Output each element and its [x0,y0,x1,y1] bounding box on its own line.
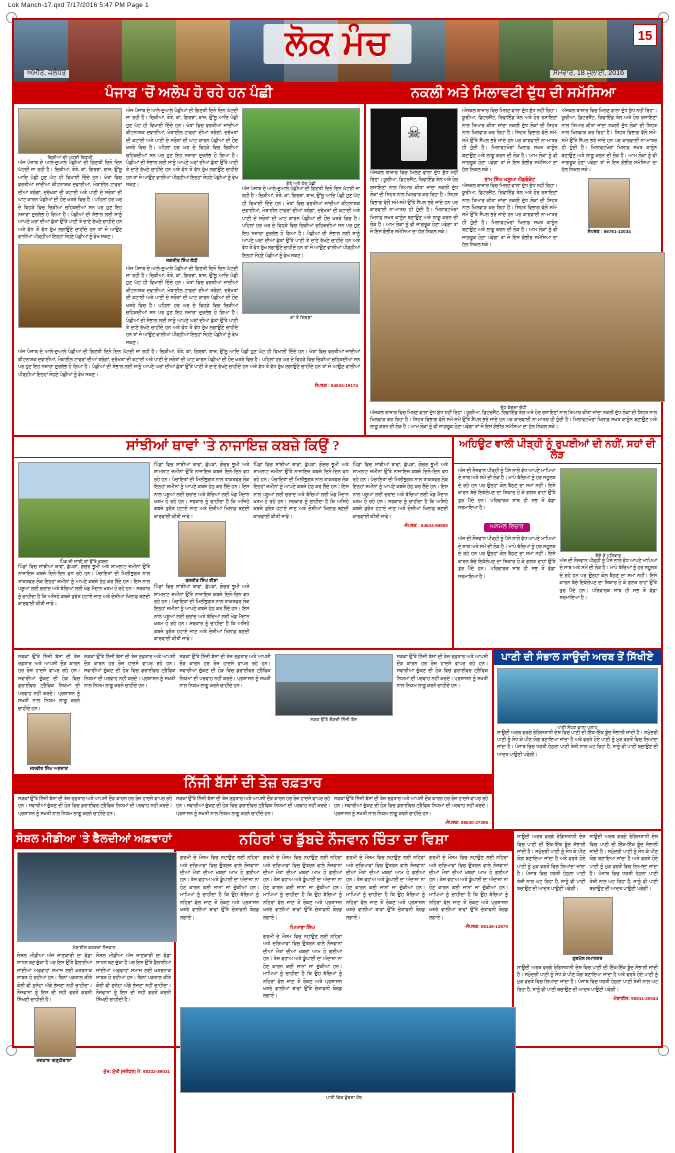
article-drought [454,437,661,648]
social-author-name: ਜਗਤਾਰ 'ਗੜ੍ਹੀਵਾਲਾ' [36,1057,73,1063]
buses-author-portrait [27,713,71,765]
milk-photo-caption: ਦੁੱਧ ਵੇਚਦਾ ਦੋਧੀ [500,404,527,410]
buses-body-2: ਸੜਕਾਂ ਉੱਤੇ ਨਿੱਜੀ ਬੱਸਾਂ ਦੀ ਤੇਜ਼ ਰਫ਼ਤਾਰ ਅਤੇ ਆਪਸੀ ਦੌੜ ਕਾਰਨ ਹਰ ਰੋਜ਼ ਹਾਦਸੇ ਵਾਪਰ ਰਹੇ ਹਨ। ਸਵਾਰੀਆਂ ਚੁੱਕਣ ਦੀ ਹੋੜ ਵਿਚ ਡਰਾਈਵਰ ਟ੍ਰੈਫਿਕ ਨਿਯਮਾਂ ਦੀ ਪਰਵਾਹ ਨਹੀਂ ਕਰਦੇ। ਪ੍ਰਸ਼ਾਸਨ ਨੂੰ ਸਖ਼ਤੀ ਨਾਲ ਨਿਯਮ ਲਾਗੂ ਕਰਨੇ ਚਾਹੀਦੇ ਹਨ। [179,654,271,690]
buses-tail-1 [18,796,172,825]
encroach-sign: -ਸੰਪਰਕ : 94634-69850 [403,523,448,529]
buses-tail-3 [334,796,488,825]
drowning-col-3 [346,855,425,1001]
buses-col-photo [275,654,393,772]
buses-photo-road [275,654,393,716]
buses-col-3 [397,654,488,772]
buses-body-6: ਸੜਕਾਂ ਉੱਤੇ ਨਿੱਜੀ ਬੱਸਾਂ ਦੀ ਤੇਜ਼ ਰਫ਼ਤਾਰ ਅਤੇ ਆਪਸੀ ਦੌੜ ਕਾਰਨ ਹਰ ਰੋਜ਼ ਹਾਦਸੇ ਵਾਪਰ ਰਹੇ ਹਨ। ਸਵਾਰੀਆਂ ਚੁੱਕਣ ਦੀ ਹੋੜ ਵਿਚ ਡਰਾਈਵਰ ਟ੍ਰੈਫਿਕ ਨਿਯਮਾਂ ਦੀ ਪਰਵਾਹ ਨਹੀਂ ਕਰਦੇ। ਪ੍ਰਸ਼ਾਸਨ ਨੂੰ ਸਖ਼ਤੀ ਨਾਲ ਨਿਯਮ ਲਾਗੂ ਕਰਨੇ ਚਾਹੀਦੇ ਹਨ। [334,796,488,817]
right-body-2: ਸਾਊਦੀ ਅਰਬ ਵਰਗੇ ਰੇਗਿਸਤਾਨੀ ਦੇਸ਼ ਵਿਚ ਪਾਣੀ ਦੀ ਇੱਕ-ਇੱਕ ਬੂੰਦ ਸੰਭਾਲੀ ਜਾਂਦੀ ਹੈ। ਸਮੁੰਦਰੀ ਪਾਣੀ ਨੂੰ ਸੋਧ ਕੇ ਪੀਣ ਯੋਗ ਬਣਾਇਆ ਜਾਂਦਾ ਹੈ ਅਤੇ ਵਰਤੇ ਹੋਏ ਪਾਣੀ ਨੂੰ ਮੁੜ ਵਰਤੋਂ ਵਿਚ ਲਿਆਂਦਾ ਜਾਂਦਾ ਹੈ। ਪੰਜਾਬ ਵਿਚ ਧਰਤੀ ਹੇਠਲਾ ਪਾਣੀ ਤੇਜ਼ੀ ਨਾਲ ਘਟ ਰਿਹਾ ਹੈ, ਸਾਨੂੰ ਵੀ ਪਾਣੀ ਬਚਾਉਣ ਦੀ ਆਦਤ ਪਾਉਣੀ ਪਵੇਗੀ। [589,835,658,893]
birds-col-3 [242,108,360,347]
right-col-3 [517,965,658,1002]
birds-photo-crows [242,262,360,314]
encroach-photo-caption: ਪਿੰਡ ਦੀ ਸਾਂਝੀ ਥਾਂ ਉੱਤੇ ਕਬਜ਼ਾ [59,558,109,564]
drowning-photo-hand [180,1007,516,1093]
drowning-photo-caption: ਪਾਣੀ ਵਿਚ ਡੁੱਬਦਾ ਹੱਥ [326,1094,362,1100]
page-number-badge: 15 [633,24,657,46]
water-photo-plant [497,668,658,724]
social-body-2: ਸੋਸ਼ਲ ਮੀਡੀਆ ਅੱਜ ਜਾਣਕਾਰੀ ਦਾ ਵੱਡਾ ਸਾਧਨ ਬਣ ਚੁੱਕਾ ਹੈ ਪਰ ਇਸ ਉੱਤੇ ਫੈਲਾਈਆਂ ਜਾਂਦੀਆਂ ਅਫ਼ਵਾਹਾਂ ਸਮਾਜ ਲਈ ਖ਼ਤਰਨਾਕ ਸਾਬਤ ਹੋ ਰਹੀਆਂ ਹਨ। ਬਿਨਾਂ ਪੜਤਾਲ ਕੀਤੇ ਕੋਈ ਵੀ ਸੁਨੇਹਾ ਅੱਗੇ ਭੇਜਣਾ ਨਹੀਂ ਚਾਹੀਦਾ। ਨੌਜਵਾਨਾਂ ਨੂੰ ਇਸ ਦੀ ਸਹੀ ਵਰਤੋਂ ਕਰਨੀ ਸਿੱਖਣੀ ਚਾਹੀਦੀ ਹੈ। [96,953,171,1004]
print-header: Lok Manch-17.qxd 7/17/2016 5:47 PM Page 1 [8,2,149,9]
right-col-1 [517,834,586,893]
water-body-1: ਸਾਊਦੀ ਅਰਬ ਵਰਗੇ ਰੇਗਿਸਤਾਨੀ ਦੇਸ਼ ਵਿਚ ਪਾਣੀ ਦੀ ਇੱਕ-ਇੱਕ ਬੂੰਦ ਸੰਭਾਲੀ ਜਾਂਦੀ ਹੈ। ਸਮੁੰਦਰੀ ਪਾਣੀ ਨੂੰ ਸੋਧ ਕੇ ਪੀਣ ਯੋਗ ਬਣਾਇਆ ਜਾਂਦਾ ਹੈ ਅਤੇ ਵਰਤੇ ਹੋਏ ਪਾਣੀ ਨੂੰ ਮੁੜ ਵਰਤੋਂ ਵਿਚ ਲਿਆਂਦਾ ਜਾਂਦਾ ਹੈ। ਪੰਜਾਬ ਵਿਚ ਧਰਤੀ ਹੇਠਲਾ ਪਾਣੀ ਤੇਜ਼ੀ ਨਾਲ ਘਟ ਰਿਹਾ ਹੈ, ਸਾਨੂੰ ਵੀ ਪਾਣੀ ਬਚਾਉਣ ਦੀ ਆਦਤ ਪਾਉਣੀ ਪਵੇਗੀ। [497,730,658,758]
social-col-2 [96,953,171,1064]
birds-caption-2: ਤੋਤੇ ਅਤੇ ਹੋਰ ਪੰਛੀ [286,181,316,186]
drought-body-3: ਅੱਜ ਦੀ ਨੌਜਵਾਨ ਪੀੜ੍ਹੀ ਨੂੰ ਪੈਸੇ ਨਾਲੋਂ ਵੱਧ ਆਪਣੇ ਮਾਪਿਆਂ ਦੇ ਸਾਥ ਅਤੇ ਸਮੇਂ ਦੀ ਲੋੜ ਹੈ। ਮਾਪੇ ਬੱਚਿਆਂ ਨੂੰ ਹਰ ਸਹੂਲਤ ਦੇ ਰਹੇ ਹਨ ਪਰ ਉਨ੍ਹਾਂ ਕੋਲ ਬੈਠਣ ਦਾ ਸਮਾਂ ਨਹੀਂ। ਇਸੇ ਕਾਰਨ ਬੱਚੇ ਇਕੱਲੇਪਣ ਦਾ ਸ਼ਿਕਾਰ ਹੋ ਕੇ ਗਲਤ ਰਾਹਾਂ ਉੱਤੇ ਤੁਰ ਪੈਂਦੇ ਹਨ। ਪਰਿਵਾਰਕ ਸਾਂਝ ਹੀ ਸਭ ਤੋਂ ਵੱਡਾ ਸਰਮਾਇਆ ਹੈ। [559,558,657,601]
encroach-col-4 [353,462,448,644]
article-birds [14,84,366,435]
encroach-body-1: ਪਿੰਡਾਂ ਵਿਚ ਸਾਂਝੀਆਂ ਥਾਵਾਂ, ਛੱਪੜਾਂ, ਗੋਚਰ ਭੂਮੀ ਅਤੇ ਸ਼ਾਮਲਾਟ ਜ਼ਮੀਨਾਂ ਉੱਤੇ ਨਾਜਾਇਜ਼ ਕਬਜ਼ੇ ਦਿਨੋ-ਦਿਨ ਵਧ ਰਹੇ ਹਨ। ਪੰਚਾਇਤਾਂ ਦੀ ਮਿਲੀਭੁਗਤ ਨਾਲ ਤਾਕਤਵਰ ਲੋਕ ਇਨ੍ਹਾਂ ਜ਼ਮੀਨਾਂ ਨੂੰ ਆਪਣੇ ਕਬਜ਼ੇ ਹੇਠ ਕਰ ਲੈਂਦੇ ਹਨ। ਇਸ ਨਾਲ ਪਸ਼ੂਆਂ ਲਈ ਚਰਾਂਦ ਅਤੇ ਬੱਚਿਆਂ ਲਈ ਖੇਡ ਮੈਦਾਨ ਖ਼ਤਮ ਹੋ ਰਹੇ ਹਨ। ਸਰਕਾਰ ਨੂੰ ਚਾਹੀਦਾ ਹੈ ਕਿ ਅਜਿਹੇ ਕਬਜ਼ੇ ਤੁਰੰਤ ਹਟਾਏ ਜਾਣ ਅਤੇ ਦੋਸ਼ੀਆਂ ਖਿਲਾਫ਼ ਬਣਦੀ ਕਾਰਵਾਈ ਕੀਤੀ ਜਾਵੇ। [18,564,150,607]
birds-photo-sparrows [18,108,122,154]
milk-body-1: ਅੱਜਕਲ ਬਾਜ਼ਾਰ ਵਿਚ ਮਿਲਣ ਵਾਲਾ ਦੁੱਧ ਸ਼ੁੱਧ ਨਹੀਂ ਰਿਹਾ। ਯੂਰੀਆ, ਡਿਟਰਜੈਂਟ, ਰਿਫਾਇੰਡ ਤੇਲ ਅਤੇ ਹੋਰ ਰਸਾਇਣਾਂ ਨਾਲ ਤਿਆਰ ਕੀਤਾ ਜਾਂਦਾ ਨਕਲੀ ਦੁੱਧ ਲੋਕਾਂ ਦੀ ਸਿਹਤ ਨਾਲ ਖਿਲਵਾੜ ਕਰ ਰਿਹਾ ਹੈ। ਸਿਹਤ ਵਿਭਾਗ ਵੱਲੋਂ ਸਮੇਂ-ਸਮੇਂ ਉੱਤੇ ਸੈਂਪਲ ਭਰੇ ਜਾਂਦੇ ਹਨ ਪਰ ਕਾਰਵਾਈ ਨਾ-ਮਾਤਰ ਹੀ ਹੁੰਦੀ ਹੈ। ਮਿਲਾਵਟਖੋਰਾਂ ਖਿਲਾਫ਼ ਸਖ਼ਤ ਕਾਨੂੰਨ ਬਣਾਉਣ ਅਤੇ ਲਾਗੂ ਕਰਨ ਦੀ ਲੋੜ ਹੈ। ਆਮ ਲੋਕਾਂ ਨੂੰ ਵੀ ਜਾਗਰੂਕ ਹੋਣਾ ਪਵੇਗਾ ਤਾਂ ਜੋ ਇਸ ਗੰਭੀਰ ਸਮੱਸਿਆ ਦਾ ਹੱਲ ਨਿਕਲ ਸਕੇ। [370,171,458,236]
buses-author-name: ਜਸਵੀਰ ਸਿੰਘ ਅਣਜਾਣ [30,765,68,771]
birds-contact: ਸੰਪਰਕ : 94634-19174 [314,382,358,388]
headline-drowning: ਨਹਿਰਾਂ 'ਚ ਡੁੱਬਦੇ ਨੌਜਵਾਨ ਚਿੰਤਾ ਦਾ ਵਿਸ਼ਾ [176,831,512,851]
encroach-author-name: ਬਲਜੀਤ ਸਿੰਘ ਈਸ਼ਾ [185,578,218,584]
right-author-name: ਗੁਰਮੇਲ ਸਮਾਲਸਰ [572,955,603,961]
drowning-col-2 [263,855,342,1001]
article-right-column [514,831,661,1153]
headline-birds: ਪੰਜਾਬ 'ਚੋਂ ਅਲੋਪ ਹੋ ਰਹੇ ਹਨ ਪੰਛੀ [14,84,364,104]
buses-col-1 [84,654,175,772]
drought-photo-children [560,468,658,552]
birds-caption-1: ਚਿੜੀਆਂ ਦੀ ਘਟਦੀ ਗਿਣਤੀ [47,155,93,160]
water-photo-caption: ਪਾਣੀ ਸੋਧਣ ਵਾਲਾ ਪਲਾਂਟ [557,724,598,730]
encroach-body-2: ਪਿੰਡਾਂ ਵਿਚ ਸਾਂਝੀਆਂ ਥਾਵਾਂ, ਛੱਪੜਾਂ, ਗੋਚਰ ਭੂਮੀ ਅਤੇ ਸ਼ਾਮਲਾਟ ਜ਼ਮੀਨਾਂ ਉੱਤੇ ਨਾਜਾਇਜ਼ ਕਬਜ਼ੇ ਦਿਨੋ-ਦਿਨ ਵਧ ਰਹੇ ਹਨ। ਪੰਚਾਇਤਾਂ ਦੀ ਮਿਲੀਭੁਗਤ ਨਾਲ ਤਾਕਤਵਰ ਲੋਕ ਇਨ੍ਹਾਂ ਜ਼ਮੀਨਾਂ ਨੂੰ ਆਪਣੇ ਕਬਜ਼ੇ ਹੇਠ ਕਰ ਲੈਂਦੇ ਹਨ। ਇਸ ਨਾਲ ਪਸ਼ੂਆਂ ਲਈ ਚਰਾਂਦ ਅਤੇ ਬੱਚਿਆਂ ਲਈ ਖੇਡ ਮੈਦਾਨ ਖ਼ਤਮ ਹੋ ਰਹੇ ਹਨ। ਸਰਕਾਰ ਨੂੰ ਚਾਹੀਦਾ ਹੈ ਕਿ ਅਜਿਹੇ ਕਬਜ਼ੇ ਤੁਰੰਤ ਹਟਾਏ ਜਾਣ ਅਤੇ ਦੋਸ਼ੀਆਂ ਖਿਲਾਫ਼ ਬਣਦੀ ਕਾਰਵਾਈ ਕੀਤੀ ਜਾਵੇ। [154,462,250,520]
social-author-portrait [34,1007,76,1057]
drought-col-2 [560,468,658,603]
article-social-media [14,831,176,1153]
birds-author-portrait [155,193,209,257]
headline-encroachment: ਸਾਂਝੀਆਂ ਥਾਵਾਂ 'ਤੇ ਨਾਜਾਇਜ਼ ਕਬਜ਼ੇ ਕਿਉਂ ? [14,437,452,458]
encroach-col-1 [18,462,150,644]
drought-body-2: ਅੱਜ ਦੀ ਨੌਜਵਾਨ ਪੀੜ੍ਹੀ ਨੂੰ ਪੈਸੇ ਨਾਲੋਂ ਵੱਧ ਆਪਣੇ ਮਾਪਿਆਂ ਦੇ ਸਾਥ ਅਤੇ ਸਮੇਂ ਦੀ ਲੋੜ ਹੈ। ਮਾਪੇ ਬੱਚਿਆਂ ਨੂੰ ਹਰ ਸਹੂਲਤ ਦੇ ਰਹੇ ਹਨ ਪਰ ਉਨ੍ਹਾਂ ਕੋਲ ਬੈਠਣ ਦਾ ਸਮਾਂ ਨਹੀਂ। ਇਸੇ ਕਾਰਨ ਬੱਚੇ ਇਕੱਲੇਪਣ ਦਾ ਸ਼ਿਕਾਰ ਹੋ ਕੇ ਗਲਤ ਰਾਹਾਂ ਉੱਤੇ ਤੁਰ ਪੈਂਦੇ ਹਨ। ਪਰਿਵਾਰਕ ਸਾਂਝ ਹੀ ਸਭ ਤੋਂ ਵੱਡਾ ਸਰਮਾਇਆ ਹੈ। [458,537,556,580]
headline-water-society: ਪਾਣੀ ਦੀ ਸੰਭਾਲ ਸਾਊਦੀ ਅਰਬ ਤੋਂ ਸਿੱਖੀਏ [494,650,661,665]
article-water-society [494,650,661,830]
drowning-col-4 [429,855,508,1001]
buses-sign: -ਸੰਪਰਕ: 98630-37396 [444,820,488,826]
birds-col-2 [126,108,238,347]
milk-body-2: ਅੱਜਕਲ ਬਾਜ਼ਾਰ ਵਿਚ ਮਿਲਣ ਵਾਲਾ ਦੁੱਧ ਸ਼ੁੱਧ ਨਹੀਂ ਰਿਹਾ। ਯੂਰੀਆ, ਡਿਟਰਜੈਂਟ, ਰਿਫਾਇੰਡ ਤੇਲ ਅਤੇ ਹੋਰ ਰਸਾਇਣਾਂ ਨਾਲ ਤਿਆਰ ਕੀਤਾ ਜਾਂਦਾ ਨਕਲੀ ਦੁੱਧ ਲੋਕਾਂ ਦੀ ਸਿਹਤ ਨਾਲ ਖਿਲਵਾੜ ਕਰ ਰਿਹਾ ਹੈ। ਸਿਹਤ ਵਿਭਾਗ ਵੱਲੋਂ ਸਮੇਂ-ਸਮੇਂ ਉੱਤੇ ਸੈਂਪਲ ਭਰੇ ਜਾਂਦੇ ਹਨ ਪਰ ਕਾਰਵਾਈ ਨਾ-ਮਾਤਰ ਹੀ ਹੁੰਦੀ ਹੈ। ਮਿਲਾਵਟਖੋਰਾਂ ਖਿਲਾਫ਼ ਸਖ਼ਤ ਕਾਨੂੰਨ ਬਣਾਉਣ ਅਤੇ ਲਾਗੂ ਕਰਨ ਦੀ ਲੋੜ ਹੈ। ਆਮ ਲੋਕਾਂ ਨੂੰ ਵੀ ਜਾਗਰੂਕ ਹੋਣਾ ਪਵੇਗਾ ਤਾਂ ਜੋ ਇਸ ਗੰਭੀਰ ਸਮੱਸਿਆ ਦਾ ਹੱਲ ਨਿਕਲ ਸਕੇ। [462,109,558,174]
right-body-3: ਸਾਊਦੀ ਅਰਬ ਵਰਗੇ ਰੇਗਿਸਤਾਨੀ ਦੇਸ਼ ਵਿਚ ਪਾਣੀ ਦੀ ਇੱਕ-ਇੱਕ ਬੂੰਦ ਸੰਭਾਲੀ ਜਾਂਦੀ ਹੈ। ਸਮੁੰਦਰੀ ਪਾਣੀ ਨੂੰ ਸੋਧ ਕੇ ਪੀਣ ਯੋਗ ਬਣਾਇਆ ਜਾਂਦਾ ਹੈ ਅਤੇ ਵਰਤੇ ਹੋਏ ਪਾਣੀ ਨੂੰ ਮੁੜ ਵਰਤੋਂ ਵਿਚ ਲਿਆਂਦਾ ਜਾਂਦਾ ਹੈ। ਪੰਜਾਬ ਵਿਚ ਧਰਤੀ ਹੇਠਲਾ ਪਾਣੀ ਤੇਜ਼ੀ ਨਾਲ ਘਟ ਰਿਹਾ ਹੈ, ਸਾਨੂੰ ਵੀ ਪਾਣੀ ਬਚਾਉਣ ਦੀ ਆਦਤ ਪਾਉਣੀ ਪਵੇਗੀ। [517,965,658,993]
article-milk [366,84,661,435]
band-buses [14,650,661,832]
encroach-body-4: ਪਿੰਡਾਂ ਵਿਚ ਸਾਂਝੀਆਂ ਥਾਵਾਂ, ਛੱਪੜਾਂ, ਗੋਚਰ ਭੂਮੀ ਅਤੇ ਸ਼ਾਮਲਾਟ ਜ਼ਮੀਨਾਂ ਉੱਤੇ ਨਾਜਾਇਜ਼ ਕਬਜ਼ੇ ਦਿਨੋ-ਦਿਨ ਵਧ ਰਹੇ ਹਨ। ਪੰਚਾਇਤਾਂ ਦੀ ਮਿਲੀਭੁਗਤ ਨਾਲ ਤਾਕਤਵਰ ਲੋਕ ਇਨ੍ਹਾਂ ਜ਼ਮੀਨਾਂ ਨੂੰ ਆਪਣੇ ਕਬਜ਼ੇ ਹੇਠ ਕਰ ਲੈਂਦੇ ਹਨ। ਇਸ ਨਾਲ ਪਸ਼ੂਆਂ ਲਈ ਚਰਾਂਦ ਅਤੇ ਬੱਚਿਆਂ ਲਈ ਖੇਡ ਮੈਦਾਨ ਖ਼ਤਮ ਹੋ ਰਹੇ ਹਨ। ਸਰਕਾਰ ਨੂੰ ਚਾਹੀਦਾ ਹੈ ਕਿ ਅਜਿਹੇ ਕਬਜ਼ੇ ਤੁਰੰਤ ਹਟਾਏ ਜਾਣ ਅਤੇ ਦੋਸ਼ੀਆਂ ਖਿਲਾਫ਼ ਬਣਦੀ ਕਾਰਵਾਈ ਕੀਤੀ ਜਾਵੇ। [253,462,349,520]
drowning-col-1 [180,855,259,1001]
headline-milk: ਨਕਲੀ ਅਤੇ ਮਿਲਾਵਟੀ ਦੁੱਧ ਦੀ ਸਮੱਸਿਆ [366,84,661,104]
birds-body-1: ਅੱਜ ਪੰਜਾਬ ਦੇ ਆਲੇ-ਦੁਆਲੇ ਪੰਛੀਆਂ ਦੀ ਗਿਣਤੀ ਦਿਨੋ ਦਿਨ ਘੱਟਦੀ ਜਾ ਰਹੀ ਹੈ। ਚਿੜੀਆਂ, ਤੋਤੇ, ਕਾਂ, ਗਿਰਝਾਂ, ਬਾਜ਼, ਉੱਲੂ ਆਦਿ ਪੰਛੀ ਹੁਣ ਘੱਟ ਹੀ ਵਿਖਾਈ ਦਿੰਦੇ ਹਨ। ਖੇਤਾਂ ਵਿਚ ਵਰਤੀਆਂ ਜਾਂਦੀਆਂ ਕੀਟਨਾਸ਼ਕ ਦਵਾਈਆਂ, ਮੋਬਾਈਲ ਟਾਵਰਾਂ ਦੀਆਂ ਤਰੰਗਾਂ, ਦਰੱਖਤਾਂ ਦੀ ਕਟਾਈ ਅਤੇ ਪਾਣੀ ਦੇ ਸਰੋਤਾਂ ਦੀ ਘਾਟ ਕਾਰਨ ਪੰਛੀਆਂ ਦੀ ਹੋਂਦ ਖ਼ਤਰੇ ਵਿਚ ਹੈ। ਪਹਿਲਾਂ ਹਰ ਘਰ ਦੇ ਵਿਹੜੇ ਵਿਚ ਚਿੜੀਆਂ ਚਹਿਕਦੀਆਂ ਸਨ ਪਰ ਹੁਣ ਇਹ ਨਜ਼ਾਰਾ ਦੁਰਲੱਭ ਹੋ ਗਿਆ ਹੈ। ਪੰਛੀਆਂ ਦੀ ਸੰਭਾਲ ਲਈ ਸਾਨੂੰ ਆਪਣੇ ਘਰਾਂ ਦੀਆਂ ਛੱਤਾਂ ਉੱਤੇ ਪਾਣੀ ਤੇ ਦਾਣੇ ਰੱਖਣੇ ਚਾਹੀਦੇ ਹਨ ਅਤੇ ਵੱਧ ਤੋਂ ਵੱਧ ਰੁੱਖ ਲਗਾਉਣੇ ਚਾਹੀਦੇ ਹਨ ਤਾਂ ਜੋ ਆਉਣ ਵਾਲੀਆਂ ਪੀੜ੍ਹੀਆਂ ਇਨ੍ਹਾਂ ਸੋਹਣੇ ਪੰਛੀਆਂ ਨੂੰ ਵੇਖ ਸਕਣ। [18,161,122,241]
milk-body-4: ਅੱਜਕਲ ਬਾਜ਼ਾਰ ਵਿਚ ਮਿਲਣ ਵਾਲਾ ਦੁੱਧ ਸ਼ੁੱਧ ਨਹੀਂ ਰਿਹਾ। ਯੂਰੀਆ, ਡਿਟਰਜੈਂਟ, ਰਿਫਾਇੰਡ ਤੇਲ ਅਤੇ ਹੋਰ ਰਸਾਇਣਾਂ ਨਾਲ ਤਿਆਰ ਕੀਤਾ ਜਾਂਦਾ ਨਕਲੀ ਦੁੱਧ ਲੋਕਾਂ ਦੀ ਸਿਹਤ ਨਾਲ ਖਿਲਵਾੜ ਕਰ ਰਿਹਾ ਹੈ। ਸਿਹਤ ਵਿਭਾਗ ਵੱਲੋਂ ਸਮੇਂ-ਸਮੇਂ ਉੱਤੇ ਸੈਂਪਲ ਭਰੇ ਜਾਂਦੇ ਹਨ ਪਰ ਕਾਰਵਾਈ ਨਾ-ਮਾਤਰ ਹੀ ਹੁੰਦੀ ਹੈ। ਮਿਲਾਵਟਖੋਰਾਂ ਖਿਲਾਫ਼ ਸਖ਼ਤ ਕਾਨੂੰਨ ਬਣਾਉਣ ਅਤੇ ਲਾਗੂ ਕਰਨ ਦੀ ਲੋੜ ਹੈ। ਆਮ ਲੋਕਾਂ ਨੂੰ ਵੀ ਜਾਗਰੂਕ ਹੋਣਾ ਪਵੇਗਾ ਤਾਂ ਜੋ ਇਸ ਗੰਭੀਰ ਸਮੱਸਿਆ ਦਾ ਹੱਲ ਨਿਕਲ ਸਕੇ। [561,109,657,174]
milk-author-portrait [588,178,630,228]
masthead-edition: ਅਮੀਰ, ਜਲੰਧਰ [24,70,69,78]
birds-body-4: ਅੱਜ ਪੰਜਾਬ ਦੇ ਆਲੇ-ਦੁਆਲੇ ਪੰਛੀਆਂ ਦੀ ਗਿਣਤੀ ਦਿਨੋ ਦਿਨ ਘੱਟਦੀ ਜਾ ਰਹੀ ਹੈ। ਚਿੜੀਆਂ, ਤੋਤੇ, ਕਾਂ, ਗਿਰਝਾਂ, ਬਾਜ਼, ਉੱਲੂ ਆਦਿ ਪੰਛੀ ਹੁਣ ਘੱਟ ਹੀ ਵਿਖਾਈ ਦਿੰਦੇ ਹਨ। ਖੇਤਾਂ ਵਿਚ ਵਰਤੀਆਂ ਜਾਂਦੀਆਂ ਕੀਟਨਾਸ਼ਕ ਦਵਾਈਆਂ, ਮੋਬਾਈਲ ਟਾਵਰਾਂ ਦੀਆਂ ਤਰੰਗਾਂ, ਦਰੱਖਤਾਂ ਦੀ ਕਟਾਈ ਅਤੇ ਪਾਣੀ ਦੇ ਸਰੋਤਾਂ ਦੀ ਘਾਟ ਕਾਰਨ ਪੰਛੀਆਂ ਦੀ ਹੋਂਦ ਖ਼ਤਰੇ ਵਿਚ ਹੈ। ਪਹਿਲਾਂ ਹਰ ਘਰ ਦੇ ਵਿਹੜੇ ਵਿਚ ਚਿੜੀਆਂ ਚਹਿਕਦੀਆਂ ਸਨ ਪਰ ਹੁਣ ਇਹ ਨਜ਼ਾਰਾ ਦੁਰਲੱਭ ਹੋ ਗਿਆ ਹੈ। ਪੰਛੀਆਂ ਦੀ ਸੰਭਾਲ ਲਈ ਸਾਨੂੰ ਆਪਣੇ ਘਰਾਂ ਦੀਆਂ ਛੱਤਾਂ ਉੱਤੇ ਪਾਣੀ ਤੇ ਦਾਣੇ ਰੱਖਣੇ ਚਾਹੀਦੇ ਹਨ ਅਤੇ ਵੱਧ ਤੋਂ ਵੱਧ ਰੁੱਖ ਲਗਾਉਣੇ ਚਾਹੀਦੇ ਹਨ ਤਾਂ ਜੋ ਆਉਣ ਵਾਲੀਆਂ ਪੀੜ੍ਹੀਆਂ ਇਨ੍ਹਾਂ ਸੋਹਣੇ ਪੰਛੀਆਂ ਨੂੰ ਵੇਖ ਸਕਣ। [242,187,360,259]
buses-body-0: ਸੜਕਾਂ ਉੱਤੇ ਨਿੱਜੀ ਬੱਸਾਂ ਦੀ ਤੇਜ਼ ਰਫ਼ਤਾਰ ਅਤੇ ਆਪਸੀ ਦੌੜ ਕਾਰਨ ਹਰ ਰੋਜ਼ ਹਾਦਸੇ ਵਾਪਰ ਰਹੇ ਹਨ। ਸਵਾਰੀਆਂ ਚੁੱਕਣ ਦੀ ਹੋੜ ਵਿਚ ਡਰਾਈਵਰ ਟ੍ਰੈਫਿਕ ਨਿਯਮਾਂ ਦੀ ਪਰਵਾਹ ਨਹੀਂ ਕਰਦੇ। ਪ੍ਰਸ਼ਾਸਨ ਨੂੰ ਸਖ਼ਤੀ ਨਾਲ ਨਿਯਮ ਲਾਗੂ ਕਰਨੇ ਚਾਹੀਦੇ ਹਨ। [18,654,80,712]
encroach-photo-field [18,462,150,558]
right-author-portrait [563,897,613,955]
drowning-sign: -ਸੰਪਰਕ: 96149-13670 [464,923,508,929]
milk-contact: ਸੰਪਰਕ : 98761-12034 [587,228,631,234]
drowning-author-name: ਪਿਆਰਾ ਸਿੰਘ [290,924,315,931]
newspaper-sheet [12,18,663,1100]
right-col-2 [590,834,659,893]
encroach-col-2 [154,462,249,644]
article-drowning [176,831,514,1153]
article-encroachment [14,437,454,648]
headline-social-media: ਸੋਸ਼ਲ ਮੀਡੀਆ 'ਤੇ ਫੈਲਦੀਆਂ ਅਫ਼ਵਾਹਾਂ [14,831,174,849]
buses-col-author [18,654,80,772]
masthead-title: ਲੋਕ ਮੰਚ [263,24,412,64]
birds-col-1 [18,108,122,347]
social-col-1 [17,953,92,1064]
social-sign: -ਮੁੱਖ: ਮੁੱਖੀ (ਜਲੰਧਰ) ਮੋ: 98332-89031 [102,1068,170,1074]
masthead-date: ਸੋਮਵਾਰ, 18 ਜੁਲਾਈ, 2016 [550,70,627,78]
social-photo-mobile [17,852,177,942]
encroach-body-5: ਪਿੰਡਾਂ ਵਿਚ ਸਾਂਝੀਆਂ ਥਾਵਾਂ, ਛੱਪੜਾਂ, ਗੋਚਰ ਭੂਮੀ ਅਤੇ ਸ਼ਾਮਲਾਟ ਜ਼ਮੀਨਾਂ ਉੱਤੇ ਨਾਜਾਇਜ਼ ਕਬਜ਼ੇ ਦਿਨੋ-ਦਿਨ ਵਧ ਰਹੇ ਹਨ। ਪੰਚਾਇਤਾਂ ਦੀ ਮਿਲੀਭੁਗਤ ਨਾਲ ਤਾਕਤਵਰ ਲੋਕ ਇਨ੍ਹਾਂ ਜ਼ਮੀਨਾਂ ਨੂੰ ਆਪਣੇ ਕਬਜ਼ੇ ਹੇਠ ਕਰ ਲੈਂਦੇ ਹਨ। ਇਸ ਨਾਲ ਪਸ਼ੂਆਂ ਲਈ ਚਰਾਂਦ ਅਤੇ ਬੱਚਿਆਂ ਲਈ ਖੇਡ ਮੈਦਾਨ ਖ਼ਤਮ ਹੋ ਰਹੇ ਹਨ। ਸਰਕਾਰ ਨੂੰ ਚਾਹੀਦਾ ਹੈ ਕਿ ਅਜਿਹੇ ਕਬਜ਼ੇ ਤੁਰੰਤ ਹਟਾਏ ਜਾਣ ਅਤੇ ਦੋਸ਼ੀਆਂ ਖਿਲਾਫ਼ ਬਣਦੀ ਕਾਰਵਾਈ ਕੀਤੀ ਜਾਵੇ। [352,462,448,520]
birds-caption-3: ਕਾਂ ਤੇ ਗਿਰਝਾਂ [290,315,312,321]
band-middle [14,437,661,650]
band-top [14,84,661,437]
buses-body-4: ਸੜਕਾਂ ਉੱਤੇ ਨਿੱਜੀ ਬੱਸਾਂ ਦੀ ਤੇਜ਼ ਰਫ਼ਤਾਰ ਅਤੇ ਆਪਸੀ ਦੌੜ ਕਾਰਨ ਹਰ ਰੋਜ਼ ਹਾਦਸੇ ਵਾਪਰ ਰਹੇ ਹਨ। ਸਵਾਰੀਆਂ ਚੁੱਕਣ ਦੀ ਹੋੜ ਵਿਚ ਡਰਾਈਵਰ ਟ੍ਰੈਫਿਕ ਨਿਯਮਾਂ ਦੀ ਪਰਵਾਹ ਨਹੀਂ ਕਰਦੇ। ਪ੍ਰਸ਼ਾਸਨ ਨੂੰ ਸਖ਼ਤੀ ਨਾਲ ਨਿਯਮ ਲਾਗੂ ਕਰਨੇ ਚਾਹੀਦੇ ਹਨ। [18,796,172,817]
right-body-1: ਸਾਊਦੀ ਅਰਬ ਵਰਗੇ ਰੇਗਿਸਤਾਨੀ ਦੇਸ਼ ਵਿਚ ਪਾਣੀ ਦੀ ਇੱਕ-ਇੱਕ ਬੂੰਦ ਸੰਭਾਲੀ ਜਾਂਦੀ ਹੈ। ਸਮੁੰਦਰੀ ਪਾਣੀ ਨੂੰ ਸੋਧ ਕੇ ਪੀਣ ਯੋਗ ਬਣਾਇਆ ਜਾਂਦਾ ਹੈ ਅਤੇ ਵਰਤੇ ਹੋਏ ਪਾਣੀ ਨੂੰ ਮੁੜ ਵਰਤੋਂ ਵਿਚ ਲਿਆਂਦਾ ਜਾਂਦਾ ਹੈ। ਪੰਜਾਬ ਵਿਚ ਧਰਤੀ ਹੇਠਲਾ ਪਾਣੀ ਤੇਜ਼ੀ ਨਾਲ ਘਟ ਰਿਹਾ ਹੈ, ਸਾਨੂੰ ਵੀ ਪਾਣੀ ਬਚਾਉਣ ਦੀ ਆਦਤ ਪਾਉਣੀ ਪਵੇਗੀ। [517,835,586,893]
birds-author-name: ਜਗਜੀਤ ਸਿੰਘ ਲੱਧੀ [166,257,198,263]
article-buses [14,650,494,830]
drought-photo-caption: ਬੱਚੇ ਤੇ ਪਰਿਵਾਰ [595,552,622,558]
birds-body-3: ਅੱਜ ਪੰਜਾਬ ਦੇ ਆਲੇ-ਦੁਆਲੇ ਪੰਛੀਆਂ ਦੀ ਗਿਣਤੀ ਦਿਨੋ ਦਿਨ ਘੱਟਦੀ ਜਾ ਰਹੀ ਹੈ। ਚਿੜੀਆਂ, ਤੋਤੇ, ਕਾਂ, ਗਿਰਝਾਂ, ਬਾਜ਼, ਉੱਲੂ ਆਦਿ ਪੰਛੀ ਹੁਣ ਘੱਟ ਹੀ ਵਿਖਾਈ ਦਿੰਦੇ ਹਨ। ਖੇਤਾਂ ਵਿਚ ਵਰਤੀਆਂ ਜਾਂਦੀਆਂ ਕੀਟਨਾਸ਼ਕ ਦਵਾਈਆਂ, ਮੋਬਾਈਲ ਟਾਵਰਾਂ ਦੀਆਂ ਤਰੰਗਾਂ, ਦਰੱਖਤਾਂ ਦੀ ਕਟਾਈ ਅਤੇ ਪਾਣੀ ਦੇ ਸਰੋਤਾਂ ਦੀ ਘਾਟ ਕਾਰਨ ਪੰਛੀਆਂ ਦੀ ਹੋਂਦ ਖ਼ਤਰੇ ਵਿਚ ਹੈ। ਪਹਿਲਾਂ ਹਰ ਘਰ ਦੇ ਵਿਹੜੇ ਵਿਚ ਚਿੜੀਆਂ ਚਹਿਕਦੀਆਂ ਸਨ ਪਰ ਹੁਣ ਇਹ ਨਜ਼ਾਰਾ ਦੁਰਲੱਭ ਹੋ ਗਿਆ ਹੈ। ਪੰਛੀਆਂ ਦੀ ਸੰਭਾਲ ਲਈ ਸਾਨੂੰ ਆਪਣੇ ਘਰਾਂ ਦੀਆਂ ਛੱਤਾਂ ਉੱਤੇ ਪਾਣੀ ਤੇ ਦਾਣੇ ਰੱਖਣੇ ਚਾਹੀਦੇ ਹਨ ਅਤੇ ਵੱਧ ਤੋਂ ਵੱਧ ਰੁੱਖ ਲਗਾਉਣੇ ਚਾਹੀਦੇ ਹਨ ਤਾਂ ਜੋ ਆਉਣ ਵਾਲੀਆਂ ਪੀੜ੍ਹੀਆਂ ਇਨ੍ਹਾਂ ਸੋਹਣੇ ਪੰਛੀਆਂ ਨੂੰ ਵੇਖ ਸਕਣ। [126,266,238,346]
drowning-body-2: ਗਰਮੀ ਦੇ ਮੌਸਮ ਵਿਚ ਨਹਾਉਣ ਲਈ ਨਹਿਰਾਂ ਅਤੇ ਦਰਿਆਵਾਂ ਵਿਚ ਉਤਰਨ ਵਾਲੇ ਨੌਜਵਾਨਾਂ ਦੀਆਂ ਮੌਤਾਂ ਦੀਆਂ ਖ਼ਬਰਾਂ ਆਮ ਹੋ ਗਈਆਂ ਹਨ। ਤੇਜ਼ ਵਹਾਅ ਅਤੇ ਡੂੰਘਾਈ ਦਾ ਅੰਦਾਜ਼ਾ ਨਾ ਹੋਣ ਕਾਰਨ ਕਈ ਜਾਨਾਂ ਜਾ ਚੁੱਕੀਆਂ ਹਨ। ਮਾਪਿਆਂ ਨੂੰ ਚਾਹੀਦਾ ਹੈ ਕਿ ਉਹ ਬੱਚਿਆਂ ਨੂੰ ਨਹਿਰਾਂ ਵੱਲ ਜਾਣ ਤੋਂ ਰੋਕਣ ਅਤੇ ਪ੍ਰਸ਼ਾਸਨ ਖ਼ਤਰੇ ਵਾਲੀਆਂ ਥਾਵਾਂ ਉੱਤੇ ਚੇਤਾਵਨੀ ਬੋਰਡ ਲਗਾਏ। [263,856,342,921]
encroach-body-3: ਪਿੰਡਾਂ ਵਿਚ ਸਾਂਝੀਆਂ ਥਾਵਾਂ, ਛੱਪੜਾਂ, ਗੋਚਰ ਭੂਮੀ ਅਤੇ ਸ਼ਾਮਲਾਟ ਜ਼ਮੀਨਾਂ ਉੱਤੇ ਨਾਜਾਇਜ਼ ਕਬਜ਼ੇ ਦਿਨੋ-ਦਿਨ ਵਧ ਰਹੇ ਹਨ। ਪੰਚਾਇਤਾਂ ਦੀ ਮਿਲੀਭੁਗਤ ਨਾਲ ਤਾਕਤਵਰ ਲੋਕ ਇਨ੍ਹਾਂ ਜ਼ਮੀਨਾਂ ਨੂੰ ਆਪਣੇ ਕਬਜ਼ੇ ਹੇਠ ਕਰ ਲੈਂਦੇ ਹਨ। ਇਸ ਨਾਲ ਪਸ਼ੂਆਂ ਲਈ ਚਰਾਂਦ ਅਤੇ ਬੱਚਿਆਂ ਲਈ ਖੇਡ ਮੈਦਾਨ ਖ਼ਤਮ ਹੋ ਰਹੇ ਹਨ। ਸਰਕਾਰ ਨੂੰ ਚਾਹੀਦਾ ਹੈ ਕਿ ਅਜਿਹੇ ਕਬਜ਼ੇ ਤੁਰੰਤ ਹਟਾਏ ਜਾਣ ਅਤੇ ਦੋਸ਼ੀਆਂ ਖਿਲਾਫ਼ ਬਣਦੀ ਕਾਰਵਾਈ ਕੀਤੀ ਜਾਵੇ। [154,585,250,643]
buses-col-2 [179,654,270,772]
buses-body-1: ਸੜਕਾਂ ਉੱਤੇ ਨਿੱਜੀ ਬੱਸਾਂ ਦੀ ਤੇਜ਼ ਰਫ਼ਤਾਰ ਅਤੇ ਆਪਸੀ ਦੌੜ ਕਾਰਨ ਹਰ ਰੋਜ਼ ਹਾਦਸੇ ਵਾਪਰ ਰਹੇ ਹਨ। ਸਵਾਰੀਆਂ ਚੁੱਕਣ ਦੀ ਹੋੜ ਵਿਚ ਡਰਾਈਵਰ ਟ੍ਰੈਫਿਕ ਨਿਯਮਾਂ ਦੀ ਪਰਵਾਹ ਨਹੀਂ ਕਰਦੇ। ਪ੍ਰਸ਼ਾਸਨ ਨੂੰ ਸਖ਼ਤੀ ਨਾਲ ਨਿਯਮ ਲਾਗੂ ਕਰਨੇ ਚਾਹੀਦੇ ਹਨ। [84,654,176,690]
drowning-body-5: ਗਰਮੀ ਦੇ ਮੌਸਮ ਵਿਚ ਨਹਾਉਣ ਲਈ ਨਹਿਰਾਂ ਅਤੇ ਦਰਿਆਵਾਂ ਵਿਚ ਉਤਰਨ ਵਾਲੇ ਨੌਜਵਾਨਾਂ ਦੀਆਂ ਮੌਤਾਂ ਦੀਆਂ ਖ਼ਬਰਾਂ ਆਮ ਹੋ ਗਈਆਂ ਹਨ। ਤੇਜ਼ ਵਹਾਅ ਅਤੇ ਡੂੰਘਾਈ ਦਾ ਅੰਦਾਜ਼ਾ ਨਾ ਹੋਣ ਕਾਰਨ ਕਈ ਜਾਨਾਂ ਜਾ ਚੁੱਕੀਆਂ ਹਨ। ਮਾਪਿਆਂ ਨੂੰ ਚਾਹੀਦਾ ਹੈ ਕਿ ਉਹ ਬੱਚਿਆਂ ਨੂੰ ਨਹਿਰਾਂ ਵੱਲ ਜਾਣ ਤੋਂ ਰੋਕਣ ਅਤੇ ਪ੍ਰਸ਼ਾਸਨ ਖ਼ਤਰੇ ਵਾਲੀਆਂ ਥਾਵਾਂ ਉੱਤੇ ਚੇਤਾਵਨੀ ਬੋਰਡ ਲਗਾਏ। [429,856,508,921]
drowning-body-1: ਗਰਮੀ ਦੇ ਮੌਸਮ ਵਿਚ ਨਹਾਉਣ ਲਈ ਨਹਿਰਾਂ ਅਤੇ ਦਰਿਆਵਾਂ ਵਿਚ ਉਤਰਨ ਵਾਲੇ ਨੌਜਵਾਨਾਂ ਦੀਆਂ ਮੌਤਾਂ ਦੀਆਂ ਖ਼ਬਰਾਂ ਆਮ ਹੋ ਗਈਆਂ ਹਨ। ਤੇਜ਼ ਵਹਾਅ ਅਤੇ ਡੂੰਘਾਈ ਦਾ ਅੰਦਾਜ਼ਾ ਨਾ ਹੋਣ ਕਾਰਨ ਕਈ ਜਾਨਾਂ ਜਾ ਚੁੱਕੀਆਂ ਹਨ। ਮਾਪਿਆਂ ਨੂੰ ਚਾਹੀਦਾ ਹੈ ਕਿ ਉਹ ਬੱਚਿਆਂ ਨੂੰ ਨਹਿਰਾਂ ਵੱਲ ਜਾਣ ਤੋਂ ਰੋਕਣ ਅਤੇ ਪ੍ਰਸ਼ਾਸਨ ਖ਼ਤਰੇ ਵਾਲੀਆਂ ਥਾਵਾਂ ਉੱਤੇ ਚੇਤਾਵਨੀ ਬੋਰਡ ਲਗਾਏ। [180,856,259,921]
buses-body-3: ਸੜਕਾਂ ਉੱਤੇ ਨਿੱਜੀ ਬੱਸਾਂ ਦੀ ਤੇਜ਼ ਰਫ਼ਤਾਰ ਅਤੇ ਆਪਸੀ ਦੌੜ ਕਾਰਨ ਹਰ ਰੋਜ਼ ਹਾਦਸੇ ਵਾਪਰ ਰਹੇ ਹਨ। ਸਵਾਰੀਆਂ ਚੁੱਕਣ ਦੀ ਹੋੜ ਵਿਚ ਡਰਾਈਵਰ ਟ੍ਰੈਫਿਕ ਨਿਯਮਾਂ ਦੀ ਪਰਵਾਹ ਨਹੀਂ ਕਰਦੇ। ਪ੍ਰਸ਼ਾਸਨ ਨੂੰ ਸਖ਼ਤੀ ਨਾਲ ਨਿਯਮ ਲਾਗੂ ਕਰਨੇ ਚਾਹੀਦੇ ਹਨ। [396,654,488,690]
milk-photo-dairy [370,252,665,402]
encroach-col-3 [253,462,348,644]
right-sign: -ਮੋਬਾਈਲ: 95911-20044 [612,996,658,1002]
drought-body-1: ਅੱਜ ਦੀ ਨੌਜਵਾਨ ਪੀੜ੍ਹੀ ਨੂੰ ਪੈਸੇ ਨਾਲੋਂ ਵੱਧ ਆਪਣੇ ਮਾਪਿਆਂ ਦੇ ਸਾਥ ਅਤੇ ਸਮੇਂ ਦੀ ਲੋੜ ਹੈ। ਮਾਪੇ ਬੱਚਿਆਂ ਨੂੰ ਹਰ ਸਹੂਲਤ ਦੇ ਰਹੇ ਹਨ ਪਰ ਉਨ੍ਹਾਂ ਕੋਲ ਬੈਠਣ ਦਾ ਸਮਾਂ ਨਹੀਂ। ਇਸੇ ਕਾਰਨ ਬੱਚੇ ਇਕੱਲੇਪਣ ਦਾ ਸ਼ਿਕਾਰ ਹੋ ਕੇ ਗਲਤ ਰਾਹਾਂ ਉੱਤੇ ਤੁਰ ਪੈਂਦੇ ਹਨ। ਪਰਿਵਾਰਕ ਸਾਂਝ ਹੀ ਸਭ ਤੋਂ ਵੱਡਾ ਸਰਮਾਇਆ ਹੈ। [458,468,556,511]
drought-col-1 [458,468,556,603]
birds-photo-eagle [18,244,122,328]
band-bottom [14,831,661,1153]
birds-photo-parrots [242,108,360,180]
social-photo-caption: ਮੋਬਾਈਲ ਵਰਤਦਾ ਨੌਜਵਾਨ [72,944,116,950]
milk-photo-glass: ☠ [370,108,458,170]
encroach-author-portrait [178,521,226,577]
milk-author-name: ਰਾਮ ਸਿੰਘ ਘਲੂਆ ਐਡਵੋਕੇਟ [484,176,535,183]
masthead [14,20,661,84]
milk-body-3: ਅੱਜਕਲ ਬਾਜ਼ਾਰ ਵਿਚ ਮਿਲਣ ਵਾਲਾ ਦੁੱਧ ਸ਼ੁੱਧ ਨਹੀਂ ਰਿਹਾ। ਯੂਰੀਆ, ਡਿਟਰਜੈਂਟ, ਰਿਫਾਇੰਡ ਤੇਲ ਅਤੇ ਹੋਰ ਰਸਾਇਣਾਂ ਨਾਲ ਤਿਆਰ ਕੀਤਾ ਜਾਂਦਾ ਨਕਲੀ ਦੁੱਧ ਲੋਕਾਂ ਦੀ ਸਿਹਤ ਨਾਲ ਖਿਲਵਾੜ ਕਰ ਰਿਹਾ ਹੈ। ਸਿਹਤ ਵਿਭਾਗ ਵੱਲੋਂ ਸਮੇਂ-ਸਮੇਂ ਉੱਤੇ ਸੈਂਪਲ ਭਰੇ ਜਾਂਦੇ ਹਨ ਪਰ ਕਾਰਵਾਈ ਨਾ-ਮਾਤਰ ਹੀ ਹੁੰਦੀ ਹੈ। ਮਿਲਾਵਟਖੋਰਾਂ ਖਿਲਾਫ਼ ਸਖ਼ਤ ਕਾਨੂੰਨ ਬਣਾਉਣ ਅਤੇ ਲਾਗੂ ਕਰਨ ਦੀ ਲੋੜ ਹੈ। ਆਮ ਲੋਕਾਂ ਨੂੰ ਵੀ ਜਾਗਰੂਕ ਹੋਣਾ ਪਵੇਗਾ ਤਾਂ ਜੋ ਇਸ ਗੰਭੀਰ ਸਮੱਸਿਆ ਦਾ ਹੱਲ ਨਿਕਲ ਸਕੇ। [462,183,558,249]
birds-body-tail: ਅੱਜ ਪੰਜਾਬ ਦੇ ਆਲੇ-ਦੁਆਲੇ ਪੰਛੀਆਂ ਦੀ ਗਿਣਤੀ ਦਿਨੋ ਦਿਨ ਘੱਟਦੀ ਜਾ ਰਹੀ ਹੈ। ਚਿੜੀਆਂ, ਤੋਤੇ, ਕਾਂ, ਗਿਰਝਾਂ, ਬਾਜ਼, ਉੱਲੂ ਆਦਿ ਪੰਛੀ ਹੁਣ ਘੱਟ ਹੀ ਵਿਖਾਈ ਦਿੰਦੇ ਹਨ। ਖੇਤਾਂ ਵਿਚ ਵਰਤੀਆਂ ਜਾਂਦੀਆਂ ਕੀਟਨਾਸ਼ਕ ਦਵਾਈਆਂ, ਮੋਬਾਈਲ ਟਾਵਰਾਂ ਦੀਆਂ ਤਰੰਗਾਂ, ਦਰੱਖਤਾਂ ਦੀ ਕਟਾਈ ਅਤੇ ਪਾਣੀ ਦੇ ਸਰੋਤਾਂ ਦੀ ਘਾਟ ਕਾਰਨ ਪੰਛੀਆਂ ਦੀ ਹੋਂਦ ਖ਼ਤਰੇ ਵਿਚ ਹੈ। ਪਹਿਲਾਂ ਹਰ ਘਰ ਦੇ ਵਿਹੜੇ ਵਿਚ ਚਿੜੀਆਂ ਚਹਿਕਦੀਆਂ ਸਨ ਪਰ ਹੁਣ ਇਹ ਨਜ਼ਾਰਾ ਦੁਰਲੱਭ ਹੋ ਗਿਆ ਹੈ। ਪੰਛੀਆਂ ਦੀ ਸੰਭਾਲ ਲਈ ਸਾਨੂੰ ਆਪਣੇ ਘਰਾਂ ਦੀਆਂ ਛੱਤਾਂ ਉੱਤੇ ਪਾਣੀ ਤੇ ਦਾਣੇ ਰੱਖਣੇ ਚਾਹੀਦੇ ਹਨ ਅਤੇ ਵੱਧ ਤੋਂ ਵੱਧ ਰੁੱਖ ਲਗਾਉਣੇ ਚਾਹੀਦੇ ਹਨ ਤਾਂ ਜੋ ਆਉਣ ਵਾਲੀਆਂ ਪੀੜ੍ਹੀਆਂ ਇਨ੍ਹਾਂ ਸੋਹਣੇ ਪੰਛੀਆਂ ਨੂੰ ਵੇਖ ਸਕਣ। [18,350,360,378]
drought-tag: ਅਨਮੋਲ ਵਿਚਾਰ [484,523,530,532]
milk-col-2 [462,108,558,250]
milk-col-1 [370,108,458,250]
social-body-1: ਸੋਸ਼ਲ ਮੀਡੀਆ ਅੱਜ ਜਾਣਕਾਰੀ ਦਾ ਵੱਡਾ ਸਾਧਨ ਬਣ ਚੁੱਕਾ ਹੈ ਪਰ ਇਸ ਉੱਤੇ ਫੈਲਾਈਆਂ ਜਾਂਦੀਆਂ ਅਫ਼ਵਾਹਾਂ ਸਮਾਜ ਲਈ ਖ਼ਤਰਨਾਕ ਸਾਬਤ ਹੋ ਰਹੀਆਂ ਹਨ। ਬਿਨਾਂ ਪੜਤਾਲ ਕੀਤੇ ਕੋਈ ਵੀ ਸੁਨੇਹਾ ਅੱਗੇ ਭੇਜਣਾ ਨਹੀਂ ਚਾਹੀਦਾ। ਨੌਜਵਾਨਾਂ ਨੂੰ ਇਸ ਦੀ ਸਹੀ ਵਰਤੋਂ ਕਰਨੀ ਸਿੱਖਣੀ ਚਾਹੀਦੀ ਹੈ। [17,953,92,1004]
headline-drought: ਅਹਿਊਟ ਵਾਲੀ ਪੀੜ੍ਹੀ ਨੂੰ ਰੁਪਈਆਂ ਦੀ ਨਹੀਂ, ਸਹਾਂ ਦੀ ਲੋੜ [454,437,661,464]
drowning-body-4: ਗਰਮੀ ਦੇ ਮੌਸਮ ਵਿਚ ਨਹਾਉਣ ਲਈ ਨਹਿਰਾਂ ਅਤੇ ਦਰਿਆਵਾਂ ਵਿਚ ਉਤਰਨ ਵਾਲੇ ਨੌਜਵਾਨਾਂ ਦੀਆਂ ਮੌਤਾਂ ਦੀਆਂ ਖ਼ਬਰਾਂ ਆਮ ਹੋ ਗਈਆਂ ਹਨ। ਤੇਜ਼ ਵਹਾਅ ਅਤੇ ਡੂੰਘਾਈ ਦਾ ਅੰਦਾਜ਼ਾ ਨਾ ਹੋਣ ਕਾਰਨ ਕਈ ਜਾਨਾਂ ਜਾ ਚੁੱਕੀਆਂ ਹਨ। ਮਾਪਿਆਂ ਨੂੰ ਚਾਹੀਦਾ ਹੈ ਕਿ ਉਹ ਬੱਚਿਆਂ ਨੂੰ ਨਹਿਰਾਂ ਵੱਲ ਜਾਣ ਤੋਂ ਰੋਕਣ ਅਤੇ ਪ੍ਰਸ਼ਾਸਨ ਖ਼ਤਰੇ ਵਾਲੀਆਂ ਥਾਵਾਂ ਉੱਤੇ ਚੇਤਾਵਨੀ ਬੋਰਡ ਲਗਾਏ। [346,856,425,921]
buses-photo-caption: ਸੜਕ ਉੱਤੇ ਦੌੜਦੀ ਨਿੱਜੀ ਬੱਸ [310,716,358,722]
drowning-body-3: ਗਰਮੀ ਦੇ ਮੌਸਮ ਵਿਚ ਨਹਾਉਣ ਲਈ ਨਹਿਰਾਂ ਅਤੇ ਦਰਿਆਵਾਂ ਵਿਚ ਉਤਰਨ ਵਾਲੇ ਨੌਜਵਾਨਾਂ ਦੀਆਂ ਮੌਤਾਂ ਦੀਆਂ ਖ਼ਬਰਾਂ ਆਮ ਹੋ ਗਈਆਂ ਹਨ। ਤੇਜ਼ ਵਹਾਅ ਅਤੇ ਡੂੰਘਾਈ ਦਾ ਅੰਦਾਜ਼ਾ ਨਾ ਹੋਣ ਕਾਰਨ ਕਈ ਜਾਨਾਂ ਜਾ ਚੁੱਕੀਆਂ ਹਨ। ਮਾਪਿਆਂ ਨੂੰ ਚਾਹੀਦਾ ਹੈ ਕਿ ਉਹ ਬੱਚਿਆਂ ਨੂੰ ਨਹਿਰਾਂ ਵੱਲ ਜਾਣ ਤੋਂ ਰੋਕਣ ਅਤੇ ਪ੍ਰਸ਼ਾਸਨ ਖ਼ਤਰੇ ਵਾਲੀਆਂ ਥਾਵਾਂ ਉੱਤੇ ਚੇਤਾਵਨੀ ਬੋਰਡ ਲਗਾਏ। [263,934,342,1000]
buses-tail-2 [176,796,330,825]
milk-col-3 [562,108,658,250]
buses-body-5: ਸੜਕਾਂ ਉੱਤੇ ਨਿੱਜੀ ਬੱਸਾਂ ਦੀ ਤੇਜ਼ ਰਫ਼ਤਾਰ ਅਤੇ ਆਪਸੀ ਦੌੜ ਕਾਰਨ ਹਰ ਰੋਜ਼ ਹਾਦਸੇ ਵਾਪਰ ਰਹੇ ਹਨ। ਸਵਾਰੀਆਂ ਚੁੱਕਣ ਦੀ ਹੋੜ ਵਿਚ ਡਰਾਈਵਰ ਟ੍ਰੈਫਿਕ ਨਿਯਮਾਂ ਦੀ ਪਰਵਾਹ ਨਹੀਂ ਕਰਦੇ। ਪ੍ਰਸ਼ਾਸਨ ਨੂੰ ਸਖ਼ਤੀ ਨਾਲ ਨਿਯਮ ਲਾਗੂ ਕਰਨੇ ਚਾਹੀਦੇ ਹਨ। [176,796,330,817]
birds-body-2: ਅੱਜ ਪੰਜਾਬ ਦੇ ਆਲੇ-ਦੁਆਲੇ ਪੰਛੀਆਂ ਦੀ ਗਿਣਤੀ ਦਿਨੋ ਦਿਨ ਘੱਟਦੀ ਜਾ ਰਹੀ ਹੈ। ਚਿੜੀਆਂ, ਤੋਤੇ, ਕਾਂ, ਗਿਰਝਾਂ, ਬਾਜ਼, ਉੱਲੂ ਆਦਿ ਪੰਛੀ ਹੁਣ ਘੱਟ ਹੀ ਵਿਖਾਈ ਦਿੰਦੇ ਹਨ। ਖੇਤਾਂ ਵਿਚ ਵਰਤੀਆਂ ਜਾਂਦੀਆਂ ਕੀਟਨਾਸ਼ਕ ਦਵਾਈਆਂ, ਮੋਬਾਈਲ ਟਾਵਰਾਂ ਦੀਆਂ ਤਰੰਗਾਂ, ਦਰੱਖਤਾਂ ਦੀ ਕਟਾਈ ਅਤੇ ਪਾਣੀ ਦੇ ਸਰੋਤਾਂ ਦੀ ਘਾਟ ਕਾਰਨ ਪੰਛੀਆਂ ਦੀ ਹੋਂਦ ਖ਼ਤਰੇ ਵਿਚ ਹੈ। ਪਹਿਲਾਂ ਹਰ ਘਰ ਦੇ ਵਿਹੜੇ ਵਿਚ ਚਿੜੀਆਂ ਚਹਿਕਦੀਆਂ ਸਨ ਪਰ ਹੁਣ ਇਹ ਨਜ਼ਾਰਾ ਦੁਰਲੱਭ ਹੋ ਗਿਆ ਹੈ। ਪੰਛੀਆਂ ਦੀ ਸੰਭਾਲ ਲਈ ਸਾਨੂੰ ਆਪਣੇ ਘਰਾਂ ਦੀਆਂ ਛੱਤਾਂ ਉੱਤੇ ਪਾਣੀ ਤੇ ਦਾਣੇ ਰੱਖਣੇ ਚਾਹੀਦੇ ਹਨ ਅਤੇ ਵੱਧ ਤੋਂ ਵੱਧ ਰੁੱਖ ਲਗਾਉਣੇ ਚਾਹੀਦੇ ਹਨ ਤਾਂ ਜੋ ਆਉਣ ਵਾਲੀਆਂ ਪੀੜ੍ਹੀਆਂ ਇਨ੍ਹਾਂ ਸੋਹਣੇ ਪੰਛੀਆਂ ਨੂੰ ਵੇਖ ਸਕਣ। [126,109,238,189]
milk-body-tail: ਅੱਜਕਲ ਬਾਜ਼ਾਰ ਵਿਚ ਮਿਲਣ ਵਾਲਾ ਦੁੱਧ ਸ਼ੁੱਧ ਨਹੀਂ ਰਿਹਾ। ਯੂਰੀਆ, ਡਿਟਰਜੈਂਟ, ਰਿਫਾਇੰਡ ਤੇਲ ਅਤੇ ਹੋਰ ਰਸਾਇਣਾਂ ਨਾਲ ਤਿਆਰ ਕੀਤਾ ਜਾਂਦਾ ਨਕਲੀ ਦੁੱਧ ਲੋਕਾਂ ਦੀ ਸਿਹਤ ਨਾਲ ਖਿਲਵਾੜ ਕਰ ਰਿਹਾ ਹੈ। ਸਿਹਤ ਵਿਭਾਗ ਵੱਲੋਂ ਸਮੇਂ-ਸਮੇਂ ਉੱਤੇ ਸੈਂਪਲ ਭਰੇ ਜਾਂਦੇ ਹਨ ਪਰ ਕਾਰਵਾਈ ਨਾ-ਮਾਤਰ ਹੀ ਹੁੰਦੀ ਹੈ। ਮਿਲਾਵਟਖੋਰਾਂ ਖਿਲਾਫ਼ ਸਖ਼ਤ ਕਾਨੂੰਨ ਬਣਾਉਣ ਅਤੇ ਲਾਗੂ ਕਰਨ ਦੀ ਲੋੜ ਹੈ। ਆਮ ਲੋਕਾਂ ਨੂੰ ਵੀ ਜਾਗਰੂਕ ਹੋਣਾ ਪਵੇਗਾ ਤਾਂ ਜੋ ਇਸ ਗੰਭੀਰ ਸਮੱਸਿਆ ਦਾ ਹੱਲ ਨਿਕਲ ਸਕੇ। [370,410,657,431]
headline-buses: ਨਿੱਜੀ ਬੱਸਾਂ ਦੀ ਤੇਜ਼ ਰਫ਼ਤਾਰ [14,774,492,794]
